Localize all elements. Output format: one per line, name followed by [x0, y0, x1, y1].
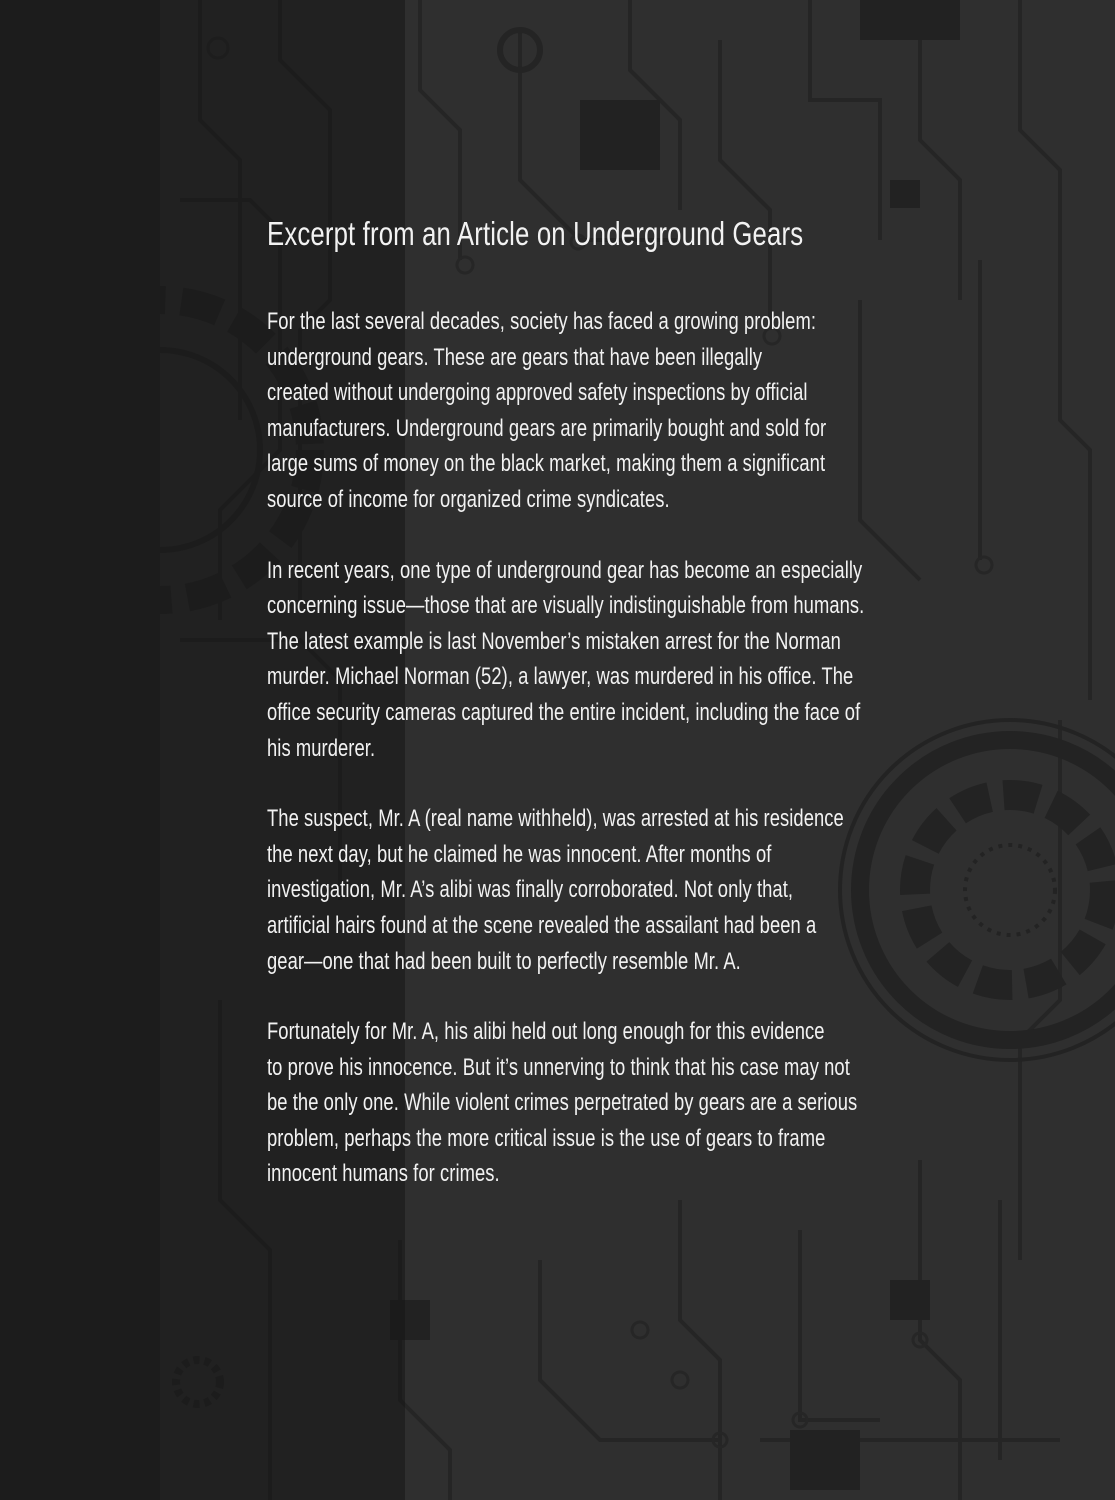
paragraph-line: For the last several decades, society has faced a growing problem: [267, 308, 816, 335]
paragraph-line: The suspect, Mr. A (real name withheld), was arrested at his residence [267, 805, 844, 833]
paragraph-line: artificial hairs found at the scene revealed the assailant had been a [267, 911, 817, 939]
paragraph-line: to prove his innocence. But it’s unnerving to think that his case may not [267, 1053, 850, 1081]
paragraph-line: Fortunately for Mr. A, his alibi held out long enough for this evidence [267, 1018, 825, 1046]
paragraph-line: the next day, but he claimed he was innocent. After months of [267, 840, 772, 868]
paragraph-line: The latest example is last November’s mistaken arrest for the Norman [267, 627, 841, 655]
paragraph-line: In recent years, one type of underground gear has become an especially [267, 556, 863, 584]
paragraph-line: source of income for organized crime syndicates. [267, 485, 670, 513]
article-excerpt [267, 210, 967, 1227]
paragraph-line: innocent humans for crimes. [267, 1160, 500, 1188]
paragraph-line: gear—one that had been built to perfectly resemble Mr. A. [267, 947, 741, 975]
paragraph-line: be the only one. While violent crimes perpetrated by gears are a serious [267, 1089, 858, 1117]
paragraph-line: created without undergoing approved safety inspections by official [267, 379, 808, 407]
left-margin-strip [0, 0, 160, 1500]
paragraph-line: murder. Michael Norman (52), a lawyer, was murdered in his office. The [267, 663, 854, 691]
article-paragraph-4 [267, 1014, 940, 1192]
paragraph-line: underground gears. These are gears that have been illegally [267, 343, 763, 371]
article-title: Excerpt from an Article on Underground Gears [267, 215, 804, 252]
paragraph-line: office security cameras captured the entire incident, including the face of [267, 698, 861, 726]
article-paragraph-3 [267, 801, 940, 979]
article-paragraph-1 [267, 304, 940, 518]
paragraph-line: his murderer. [267, 734, 376, 762]
paragraph-line: problem, perhaps the more critical issue is the use of gears to frame [267, 1124, 826, 1152]
article-paragraph-2 [267, 553, 940, 767]
paragraph-line: investigation, Mr. A’s alibi was finally corroborated. Not only that, [267, 876, 794, 904]
paragraph-line: large sums of money on the black market, making them a significant [267, 450, 826, 478]
paragraph-line: manufacturers. Underground gears are primarily bought and sold for [267, 414, 827, 442]
paragraph-line: concerning issue—those that are visually indistinguishable from humans. [267, 592, 865, 620]
